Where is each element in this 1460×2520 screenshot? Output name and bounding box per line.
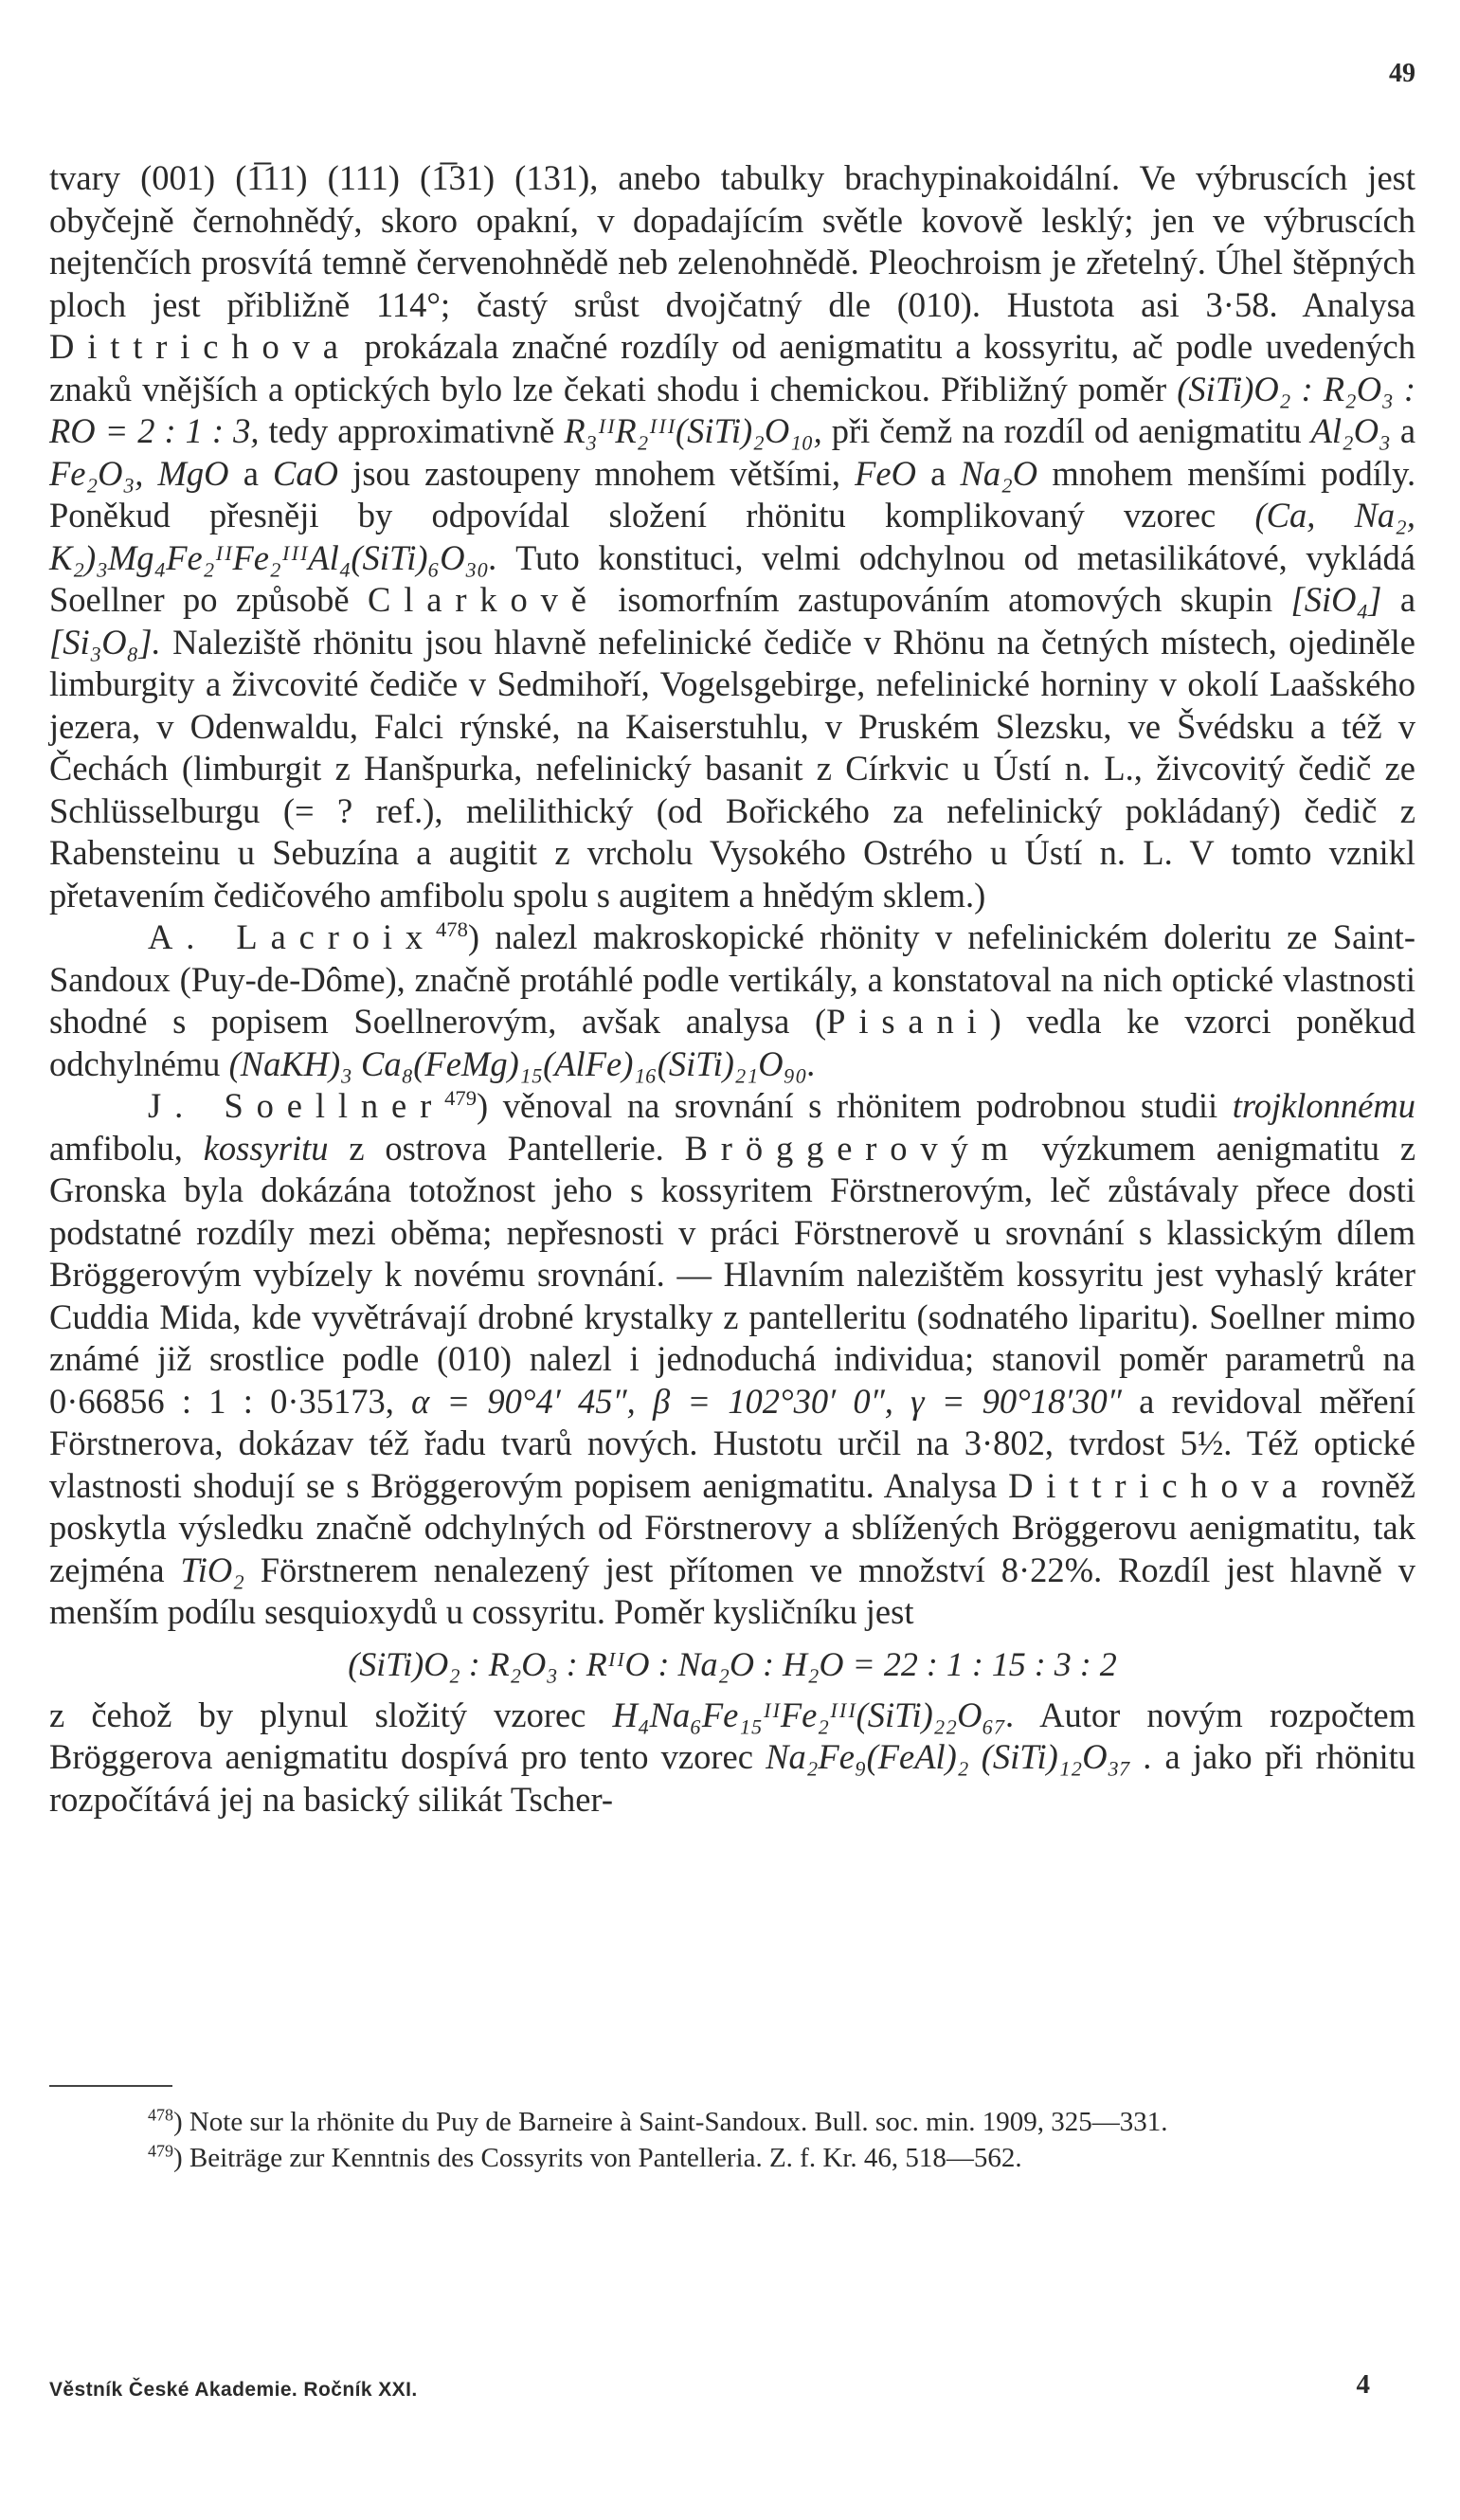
formula: α = 90°4′ 45″, β = 102°30′ 0″, γ = 90°18′30″ — [411, 1381, 1122, 1421]
author-name: Dittrichova — [49, 327, 351, 366]
footnotes — [49, 2104, 1415, 2176]
footnote-ref: 479 — [444, 1085, 478, 1110]
author-name: Pisani — [826, 1002, 990, 1041]
author-name: Bröggerovým — [684, 1128, 1021, 1168]
page-number: 49 — [1389, 59, 1415, 88]
footnote: $^{478}$) Note sur la rhönite du Puy de Barneire à Saint-Sandoux. Bull. soc. min. 1909, 325—331. — [148, 2105, 1168, 2137]
body-text — [49, 157, 1415, 1821]
formula: R₃ᴵᴵR₂ᴵᴵᴵ(SiTi)₂O₁₀, — [564, 411, 822, 450]
paragraph-soellner: J. Soellner$^{479}$) věnoval na srovnání s rhönitem podrobnou studii trojklonnému amfibolu, kossyritu z ostrova Pantellerie. Bröggerovým výzkumem aenigmatitu z Gronska byla dokázána totožnost jeho s kossyritem Förstnerovým, leč zůstávaly přece dosti podstatné rozdíly mezi oběma; nepřesnosti v práci Förstnerově u srovnání s klassickým dílem Bröggerovým vybízely k novému srovnání. — Hlavním nalezištěm kossyritu jest vyhaslý kráter Cuddia Mida, kde vyvětrávají drobné krystalky z pantelleritu (sodnatého liparitu). Soellner mimo známé již srostlice podle (010) nalezl i jednoduchá individua; stanovil poměr parametrů na 0·66856 : 1 : 0·35173, α = 90°4′ 45″, β = 102°30′ 0″, γ = 90°18′30″ a revidoval měření Förstnerova, dokázav též řadu tvarů nových. Hustotu určil na 3·802, tvrdost 5½. Též optické vlastnosti shodují se s Bröggerovým popisem aenigmatitu. Analysa Dittrichova rovněž poskytla výsledku značně odchylných od Förstnerovy a sblížených Bröggerovu aenigmatitu, tak zejména TiO₂ Förstnerem nenalezený jest přítomen ve množství 8·22%. Rozdíl jest hlavně v menším podílu sesquioxydů u cossyritu. Poměr kysličníku jest — [49, 1085, 1416, 1631]
author-name: Dittrichova — [1008, 1465, 1310, 1505]
author-name: A. Lacroix — [148, 917, 436, 956]
page — [49, 59, 1415, 2485]
formula: FeO — [855, 453, 916, 493]
journal-footer: Věstník České Akademie. Ročník XXI. — [49, 2379, 418, 2401]
paragraph-rhonit-description: tvary (001) (1̅11) (111) (1̅31) (131), anebo tabulky brachypinakoidální. Ve výbruscích jest obyčejně černohnědý, skoro opakní, v dopadajícím světle kovově lesklý; jen ve výbruscích nejtenčích prosvítá temně červenohnědě neb zelenohnědě. Pleochroism je zřetelný. Úhel štěpných ploch jest přibližně 114°; častý srůst dvojčatný dle (010). Hustota asi 3·58. Analysa Dittrichova prokázala značné rozdíly od aenigmatitu a kossyritu, ač podle uvedených znaků vnějších a optických bylo lze čekati shodu i chemickou. Přibližný poměr (SiTi)O₂ : R₂O₃ : RO = 2 : 1 : 3, tedy approximativně R₃ᴵᴵR₂ᴵᴵᴵ(SiTi)₂O₁₀, při čemž na rozdíl od aenigmatitu Al₂O₃ a Fe₂O₃, MgO a CaO jsou zastoupeny mnohem většími, FeO a Na₂O mnohem menšími podíly. Poněkud přesněji by odpovídal složení rhönitu komplikovaný vzorec (Ca, Na₂, K₂)₃Mg₄Fe₂ᴵᴵFe₂ᴵᴵᴵAl₄(SiTi)₆O₃₀. Tuto konstituci, velmi odchylnou od metasilikátové, vykládá Soellner po způsobě Clarkově isomorfním zastupováním atomových skupin [SiO₄] a [Si₃O₈]. Naleziště rhönitu jsou hlavně nefelinické čediče v Rhönu na četných místech, ojediněle limburgity a živcovité čediče v Sedmihoří, Vogelsgebirge, nefelinické horniny v okolí Laašského jezera, v Odenwaldu, Falci rýnské, na Kaiserstuhlu, v Pruském Slezsku, ve Švédsku a též v Čechách (limburgit z Hanšpurka, nefelinický basanit z Církvic u Ústí n. L., živcovitý čedič ze Schlüsselburgu (= ? ref.), melilithický (od Bořického za nefelinický pokládaný) čedič z Rabensteinu u Sebuzína a augitit z vrcholu Vysokého Ostrého u Ústí n. L. V tomto vznikl přetavením čedičového amfibolu spolu s augitem a hnědým sklem.) — [49, 158, 1416, 915]
footnote-divider — [49, 2085, 172, 2087]
paragraph-lacroix: A. Lacroix$^{478}$) nalezl makroskopické rhönity v nefelinickém doleritu ze Saint-Sandoux (Puy-de-Dôme), značně protáhlé podle vertikály, a konstatoval na nich optické vlastnosti shodné s popisem Soellnerovým, avšak analysa (Pisani) vedla ke vzorci poněkud odchylnému (NaKH)₃ Ca₈(FeMg)₁₅(AlFe)₁₆(SiTi)₂₁O₉₀. — [49, 916, 1416, 1083]
paragraph-conclusion: z čehož by plynul složitý vzorec H₄Na₆Fe₁₅ᴵᴵFe₂ᴵᴵᴵ(SiTi)₂₂O₆₇. Autor novým rozpočtem Bröggerova aenigmatitu dospívá pro tento vzorec Na₂Fe₉(FeAl)₂ (SiTi)₁₂O₃₇ . a jako při rhönitu rozpočítává jej na basický silikát Tscher- — [49, 1695, 1415, 1819]
formula: TiO₂ — [180, 1550, 244, 1589]
footnote: $^{479}$) Beiträge zur Kenntnis des Cossyrits von Pantelleria. Z. f. Kr. 46, 518—562. — [148, 2141, 1022, 2173]
formula: (Ca, Na₂, K₂)₃Mg₄Fe₂ᴵᴵFe₂ᴵᴵᴵAl₄(SiTi)₆O₃₀. — [49, 496, 1415, 577]
formula: Na₂O — [960, 453, 1038, 493]
formula: Al₂O₃ — [1310, 411, 1391, 450]
author-name: J. Soellner — [148, 1086, 445, 1125]
author-name: Clarkově — [368, 580, 600, 619]
footnote-ref: 478 — [435, 916, 468, 941]
formula: CaO — [273, 453, 339, 493]
emphasis: kossyritu — [203, 1128, 329, 1168]
signature-mark: 4 — [1356, 2369, 1370, 2400]
formula: [SiO₄] — [1290, 580, 1382, 619]
ratio-formula: (SiTi)O₂ : R₂O₃ : RᴵᴵO : Na₂O : H₂O = 22 : 1 : 15 : 3 : 2 — [348, 1644, 1117, 1683]
formula: Na₂Fe₉(FeAl)₂ (SiTi)₁₂O₃₇ . — [766, 1737, 1153, 1776]
formula: (SiTi)O₂ : R₂O₃ : RO = 2 : 1 : 3, — [49, 369, 1415, 450]
formula: [Si₃O₈]. — [49, 622, 161, 662]
emphasis: trojklonnému — [1232, 1086, 1415, 1125]
formula: H₄Na₆Fe₁₅ᴵᴵFe₂ᴵᴵᴵ(SiTi)₂₂O₆₇. — [612, 1695, 1015, 1734]
formula: Fe₂O₃, MgO — [49, 453, 229, 493]
formula: (NaKH)₃ Ca₈(FeMg)₁₅(AlFe)₁₆(SiTi)₂₁O₉₀. — [228, 1043, 817, 1083]
